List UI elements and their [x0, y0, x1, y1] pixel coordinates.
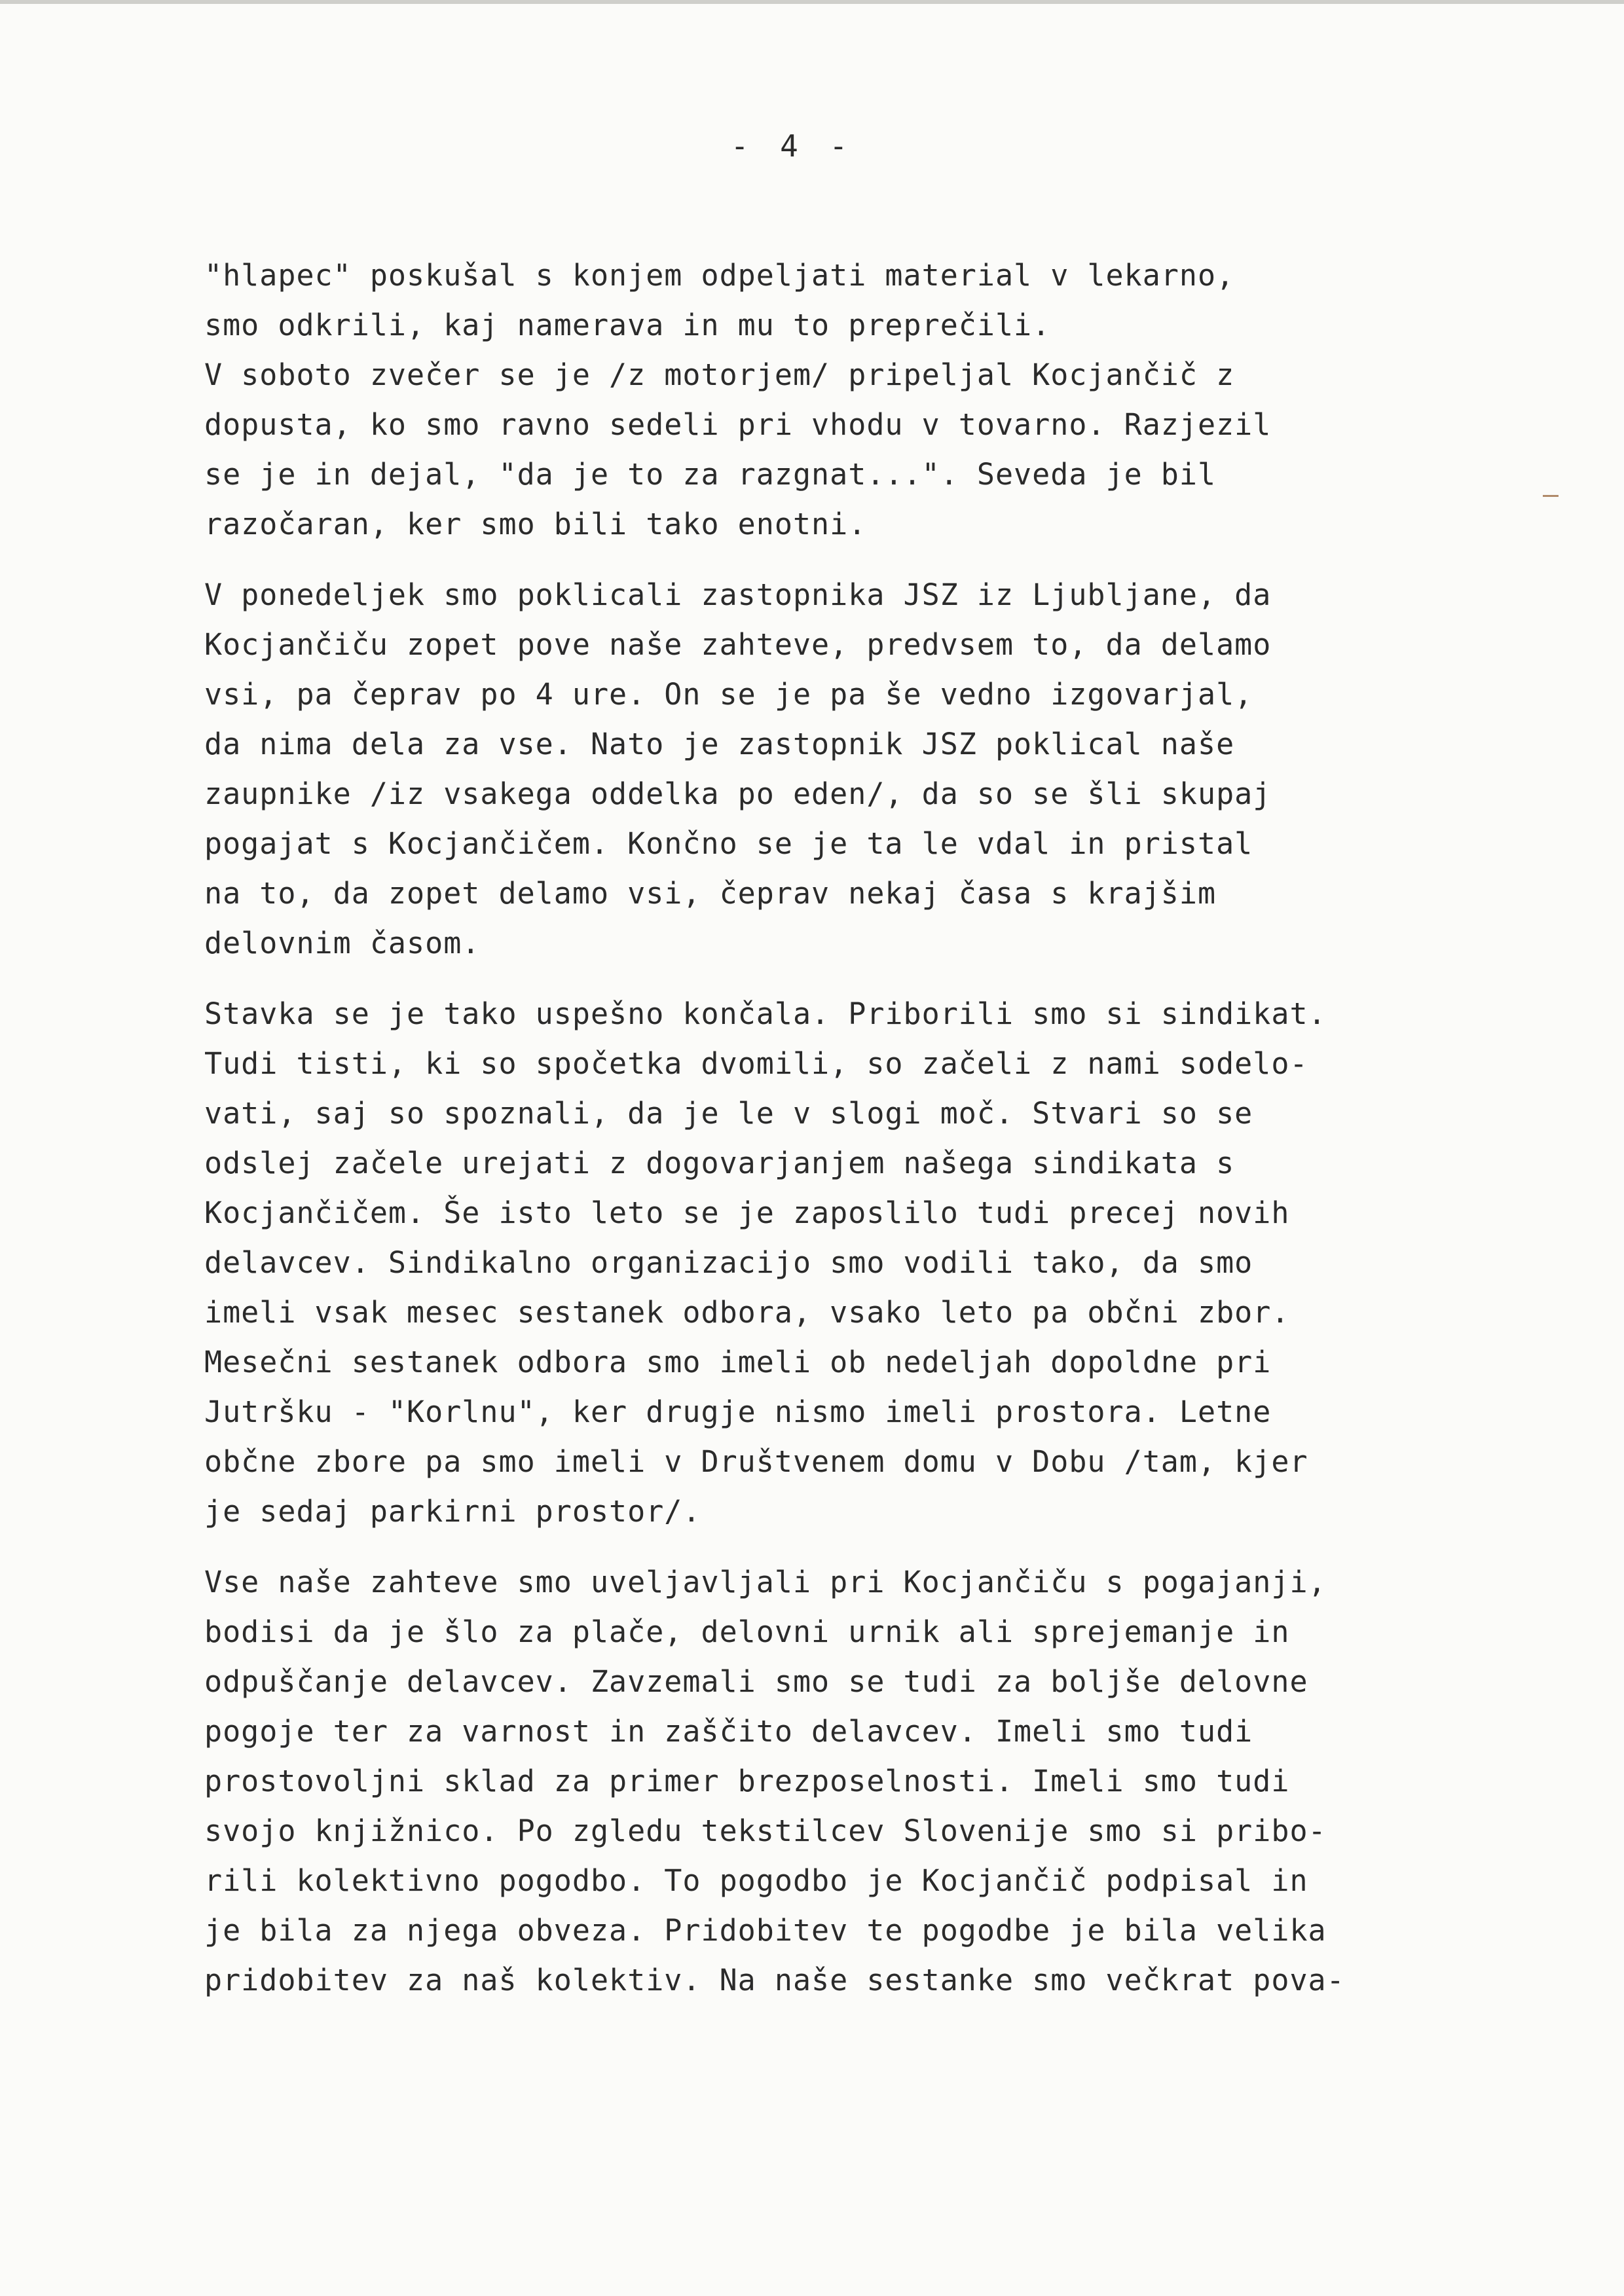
text-line: je sedaj parkirni prostor/. [204, 1494, 701, 1529]
text-line: Tudi tisti, ki so spočetka dvomili, so začeli z nami sodelo- [204, 1046, 1308, 1081]
text-line: odpuščanje delavcev. Zavzemali smo se tudi za boljše delovne [204, 1664, 1308, 1699]
text-line: Stavka se je tako uspešno končala. Priborili smo si sindikat. [204, 996, 1327, 1031]
text-line: pogajat s Kocjančičem. Končno se je ta le vdal in pristal [204, 826, 1253, 861]
paragraph-2 [204, 570, 1481, 968]
paragraph-3 [204, 989, 1481, 1537]
text-line: smo odkrili, kaj namerava in mu to preprečili. [204, 308, 1051, 342]
text-line: se je in dejal, "da je to za razgnat...". Seveda je bil [204, 457, 1217, 492]
text-line: svojo knjižnico. Po zgledu tekstilcev Slovenije smo si pribo- [204, 1813, 1327, 1848]
text-line: imeli vsak mesec sestanek odbora, vsako leto pa občni zbor. [204, 1295, 1290, 1330]
text-line: je bila za njega obveza. Pridobitev te pogodbe je bila velika [204, 1913, 1327, 1948]
text-line: vati, saj so spoznali, da je le v slogi moč. Stvari so se [204, 1096, 1253, 1131]
text-line: rili kolektivno pogodbo. To pogodbo je Kocjančič podpisal in [204, 1863, 1308, 1898]
text-line: prostovoljni sklad za primer brezposelnosti. Imeli smo tudi [204, 1764, 1290, 1798]
text-line: pogoje ter za varnost in zaščito delavcev. Imeli smo tudi [204, 1714, 1253, 1749]
text-line: občne zbore pa smo imeli v Društvenem domu v Dobu /tam, kjer [204, 1444, 1308, 1479]
text-line: dopusta, ko smo ravno sedeli pri vhodu v tovarno. Razjezil [204, 407, 1272, 442]
text-line: Jutršku - "Korlnu", ker drugje nismo imeli prostora. Letne [204, 1394, 1272, 1429]
paragraph-1 [204, 251, 1481, 549]
text-line: delavcev. Sindikalno organizacijo smo vodili tako, da smo [204, 1245, 1253, 1280]
text-line: pridobitev za naš kolektiv. Na naše sestanke smo večkrat pova- [204, 1963, 1345, 1997]
text-line: V ponedeljek smo poklicali zastopnika JSZ iz Ljubljane, da [204, 577, 1272, 612]
text-line: V soboto zvečer se je /z motorjem/ pripeljal Kocjančič z [204, 357, 1235, 392]
text-line: vsi, pa čeprav po 4 ure. On se je pa še vedno izgovarjal, [204, 677, 1253, 712]
page-number: - 4 - [730, 128, 855, 164]
text-line: Vse naše zahteve smo uveljavljali pri Kocjančiču s pogajanji, [204, 1565, 1327, 1599]
text-line: da nima dela za vse. Nato je zastopnik JSZ poklical naše [204, 727, 1235, 761]
text-line: bodisi da je šlo za plače, delovni urnik ali sprejemanje in [204, 1614, 1290, 1649]
text-line: odslej začele urejati z dogovarjanjem našega sindikata s [204, 1146, 1235, 1180]
top-edge-rule [0, 0, 1624, 4]
paragraph-4 [204, 1558, 1481, 2005]
text-line: na to, da zopet delamo vsi, čeprav nekaj časa s krajšim [204, 876, 1217, 911]
text-line: Kocjančičem. Še isto leto se je zaposlilo tudi precej novih [204, 1195, 1290, 1230]
text-line: Mesečni sestanek odbora smo imeli ob nedeljah dopoldne pri [204, 1345, 1272, 1379]
text-line: delovnim časom. [204, 926, 481, 960]
typed-body-text [204, 251, 1481, 2005]
text-line: zaupnike /iz vsakega oddelka po eden/, da so se šli skupaj [204, 776, 1272, 811]
text-line: "hlapec" poskušal s konjem odpeljati material v lekarno, [204, 258, 1235, 293]
text-line: razočaran, ker smo bili tako enotni. [204, 507, 867, 541]
text-line: Kocjančiču zopet pove naše zahteve, predvsem to, da delamo [204, 627, 1272, 662]
margin-mark [1543, 495, 1559, 497]
